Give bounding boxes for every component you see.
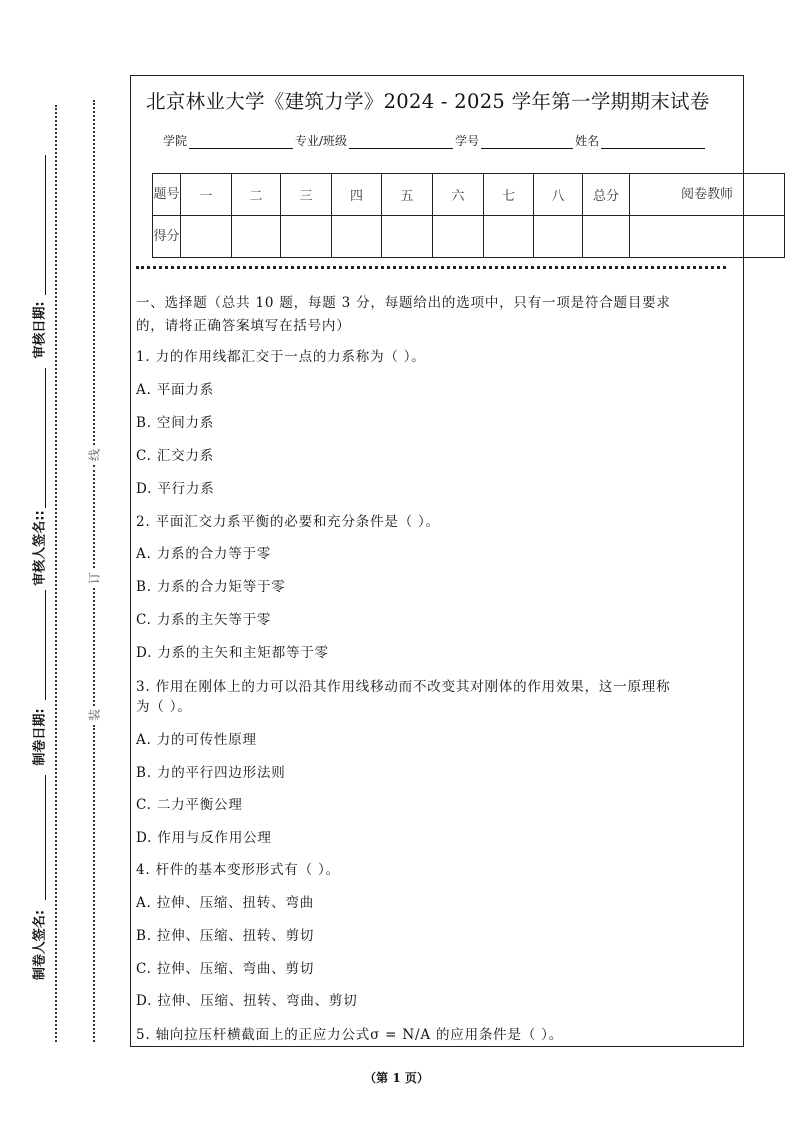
binding-line: [93, 465, 95, 568]
question-stem: 1. 力的作用线都汇交于一点的力系称为（ ）。: [136, 349, 426, 365]
question-stem: 2. 平面汇交力系平衡的必要和充分条件是（ ）。: [136, 514, 440, 530]
paper-date-blank: [45, 590, 46, 700]
option: D. 作用与反作用公理: [136, 830, 272, 846]
option: A. 力的可传性原理: [136, 732, 257, 748]
col-header: 四: [332, 174, 382, 216]
major-class-field[interactable]: [349, 135, 453, 149]
question-stem: 4. 杆件的基本变形形式有（ ）。: [136, 862, 340, 878]
major-class-label: 专业/班级: [295, 134, 348, 148]
option: B. 拉伸、压缩、扭转、剪切: [136, 928, 315, 944]
binding-line: [93, 725, 95, 1042]
name-label: 姓名: [575, 134, 600, 148]
reviewer-signature-blank: [45, 368, 46, 508]
col-header: 三: [281, 174, 332, 216]
option: C. 拉伸、压缩、弯曲、剪切: [136, 961, 315, 977]
binding-mark-zhuang: 装: [87, 708, 102, 722]
option: D. 拉伸、压缩、扭转、弯曲、剪切: [136, 993, 358, 1009]
dotted-separator: [136, 266, 726, 269]
col-header: 一: [181, 174, 232, 216]
option: B. 空间力系: [136, 415, 215, 431]
option: C. 二力平衡公理: [136, 797, 243, 813]
name-field[interactable]: [601, 135, 705, 149]
score-cell[interactable]: [583, 216, 630, 258]
col-header: 八: [534, 174, 583, 216]
score-cell[interactable]: [232, 216, 281, 258]
student-id-field[interactable]: [481, 135, 573, 149]
option: D. 力系的主矢和主矩都等于零: [136, 645, 329, 661]
binding-line: [93, 100, 95, 445]
score-cell[interactable]: [382, 216, 433, 258]
page-title: 北京林业大学《建筑力学》2024 - 2025 学年第一学期期末试卷: [146, 90, 710, 113]
option: A. 平面力系: [136, 382, 214, 398]
score-cell[interactable]: [433, 216, 484, 258]
page-number: （第 1 页）: [364, 1071, 429, 1085]
binding-mark-ding: 订: [87, 571, 102, 585]
score-cell[interactable]: [484, 216, 534, 258]
col-header: 总分: [583, 174, 630, 216]
cut-line: [55, 105, 57, 1042]
question-stem: 3. 作用在刚体上的力可以沿其作用线移动而不改变其对刚体的作用效果，这一原理称: [136, 679, 671, 695]
binding-mark-xian: 线: [87, 448, 102, 462]
col-header: 阅卷教师: [630, 174, 785, 216]
option: C. 汇交力系: [136, 448, 215, 464]
score-cell[interactable]: [332, 216, 382, 258]
question-stem-cont: 为（ ）。: [136, 699, 192, 715]
option: A. 拉伸、压缩、扭转、弯曲: [136, 895, 315, 911]
section-heading: 的，请将正确答案填写在括号内）: [136, 318, 351, 334]
review-date-label: 审核日期:: [32, 301, 48, 359]
option: B. 力系的合力矩等于零: [136, 579, 286, 595]
option: C. 力系的主矢等于零: [136, 612, 272, 628]
question-number-header: 题号: [153, 174, 181, 216]
student-id-label: 学号: [455, 134, 480, 148]
score-cell[interactable]: [630, 216, 785, 258]
reviewer-signature-label: 审核人签名::: [32, 510, 48, 586]
col-header: 五: [382, 174, 433, 216]
col-header: 七: [484, 174, 534, 216]
option: D. 平行力系: [136, 481, 215, 497]
section-heading: 一、选择题（总共 10 题，每题 3 分，每题给出的选项中，只有一项是符合题目要求: [136, 295, 671, 311]
option: A. 力系的合力等于零: [136, 546, 272, 562]
question-stem: 5. 轴向拉压杆横截面上的正应力公式σ = N/A 的应用条件是（ ）。: [136, 1027, 564, 1043]
paper-date-label: 制卷日期:: [32, 708, 48, 766]
col-header: 二: [232, 174, 281, 216]
review-date-blank: [45, 155, 46, 295]
binding-line: [93, 588, 95, 706]
student-info-row: [163, 132, 707, 149]
paper-maker-signature-blank: [45, 775, 46, 900]
score-table: [152, 173, 785, 258]
score-cell[interactable]: [534, 216, 583, 258]
paper-maker-signature-label: 制卷人签名:: [32, 909, 48, 981]
col-header: 六: [433, 174, 484, 216]
college-label: 学院: [163, 134, 188, 148]
score-cell[interactable]: [281, 216, 332, 258]
college-field[interactable]: [189, 135, 293, 149]
score-cell[interactable]: [181, 216, 232, 258]
score-row-header: 得分: [153, 216, 181, 258]
option: B. 力的平行四边形法则: [136, 765, 286, 781]
